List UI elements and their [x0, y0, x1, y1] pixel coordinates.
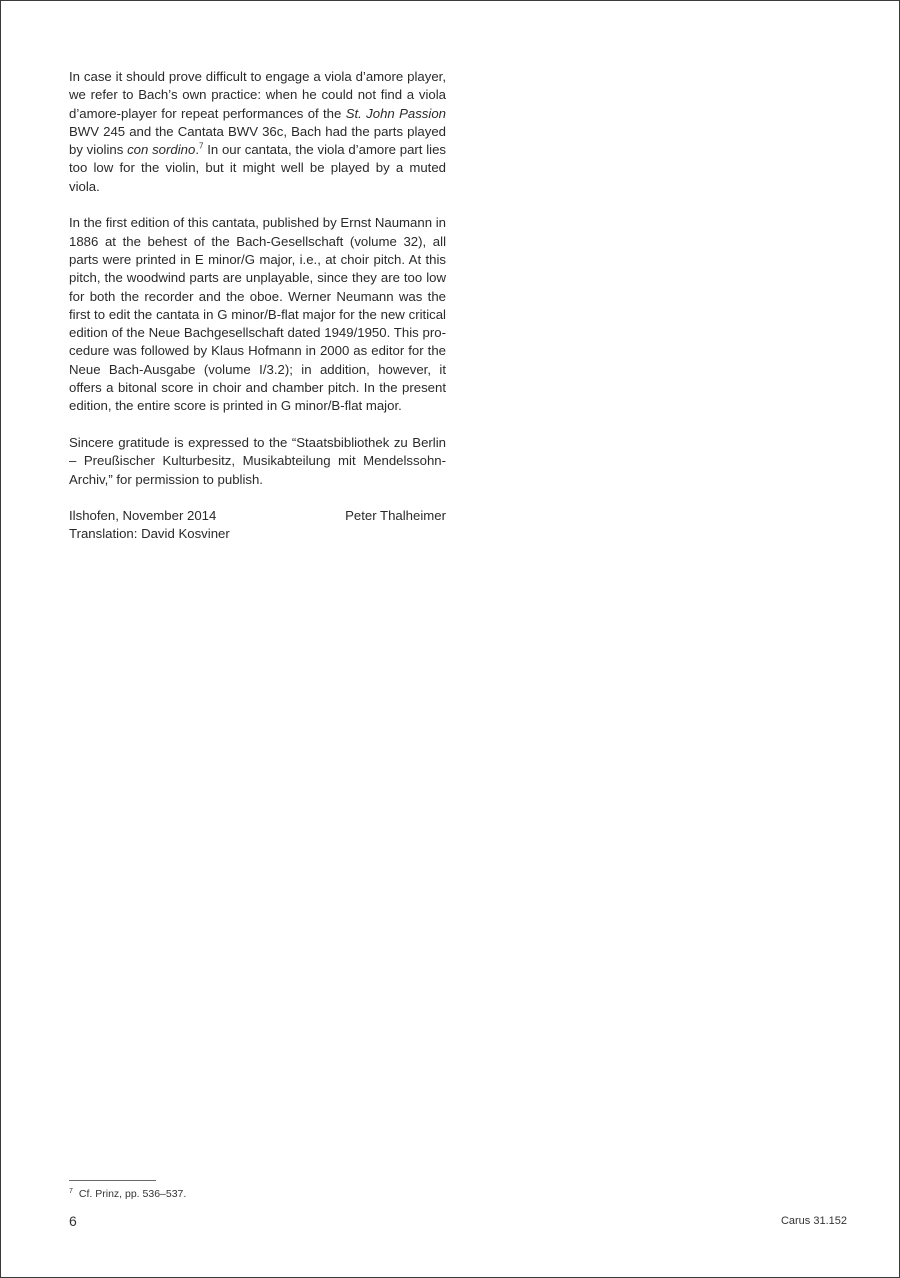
footnote-reference[interactable]: 7 [199, 141, 204, 151]
term-con-sordino: con sordino [127, 142, 196, 158]
footnote-divider [69, 1180, 156, 1181]
footnote-marker: 7 [69, 1187, 73, 1195]
footnote-text: Cf. Prinz, pp. 536–537. [78, 1188, 187, 1200]
work-title-st-john-passion: St. John Passion [345, 105, 446, 121]
text-column [69, 68, 446, 544]
paragraph-viola-damore [69, 68, 446, 196]
translator-credit: Translation: David Kosviner [69, 526, 230, 542]
paragraph-text: In our cantata, the viola d’amore part lies too low for the violin, but it might well be played by a muted viola. [69, 142, 446, 194]
footnote [69, 1187, 186, 1201]
paragraph-text: BWV 245 and the Cantata BWV 36c, Bach had the parts played by violins [69, 123, 446, 158]
author-name: Peter Thalheimer [345, 508, 446, 524]
paragraph-text: . [195, 142, 199, 158]
paragraph-acknowledgement: Sincere gratitude is expressed to the “Staatsbibliothek zu Berlin – Preußischer Kulturbesitz, Musikabteilung mit Mendelssohn-Archiv,” for permission to publish. [69, 434, 446, 487]
paragraph-editions: In the first edition of this cantata, published by Ernst Naumann in 1886 at the behest of the Bach-Gesellschaft (volume 32), all parts were printed in E minor/G major, i.e., at choir pitch. At this pitch, the woodwind parts are unplayable, since they are too low for both the recorder and the oboe. Werner Neumann was the first to edit the cantata in G minor/B-flat major for the new critical edition of the Neue Bachgesellschaft dated 1949/1950. This procedure was followed by Klaus Hofmann in 2000 as editor for the Neue Bach-Ausgabe (volume I/3.2); in addition, however, it offers a bitonal score in choir and chamber pitch. In the present edition, the entire score is printed in G minor/B-flat major. [69, 215, 446, 414]
signature-line [69, 507, 446, 525]
publisher-reference: Carus 31.152 [780, 1215, 847, 1227]
page-number: 6 [69, 1213, 77, 1229]
paragraph-text: In case it should prove difficult to engage a viola d’amore player, we refer to Bach’s own practice: when he could not find a viola d’amore-player for repeat performances of the [69, 69, 446, 121]
place-date: Ilshofen, November 2014 [69, 508, 217, 524]
